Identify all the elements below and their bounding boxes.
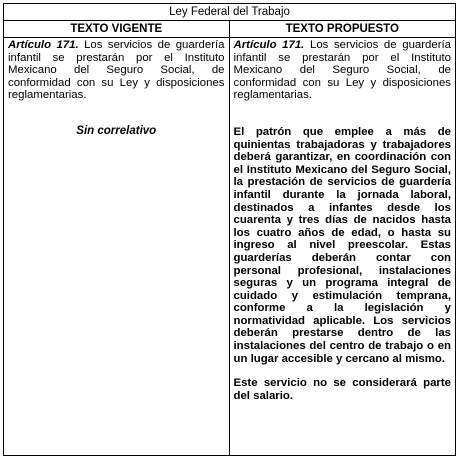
- paragraph-spacer: [234, 365, 452, 377]
- comparison-table: [3, 3, 456, 456]
- propuesto-article-paragraph: [234, 39, 452, 102]
- column-texto-vigente: [4, 38, 230, 455]
- header-texto-propuesto: TEXTO PROPUESTO: [285, 23, 399, 35]
- table-title: Ley Federal del Trabajo: [4, 4, 455, 21]
- column-texto-propuesto: [230, 38, 456, 455]
- content-row: [4, 38, 455, 455]
- paragraph-spacer: [234, 114, 452, 126]
- propuesto-paragraph-salario: Este servicio no se considerará parte del salario.: [233, 377, 451, 402]
- vigente-article-text: Los servicios de guardería infantil se prestarán por el Instituto Mexicano del Seguro Social, de conformidad con su Ley y disposiciones reglamentarias.: [8, 39, 225, 102]
- sin-correlativo-label: Sin correlativo: [76, 125, 157, 137]
- vigente-article-label: Artículo 171.: [8, 39, 79, 51]
- propuesto-article-text: Los servicios de guardería infantil se prestarán por el Instituto Mexicano del Seguro Social, de conformidad con su Ley y disposiciones reglamentarias.: [233, 39, 451, 102]
- vigente-article-paragraph: [8, 39, 225, 102]
- header-row: [4, 21, 455, 38]
- header-texto-vigente: TEXTO VIGENTE: [4, 21, 230, 37]
- propuesto-paragraph-guarderias: El patrón que emplee a más de quinientas trabajadoras y trabajadores deberá garantizar, en coordinación con el Instituto Mexicano del Seguro Social, la prestación de servicios de guardería infantil durante la jornada laboral, destinados a infantes desde los cuarenta y tres días de nacidos hasta los cuatro años de edad, o hasta su ingreso al nivel preescolar. Estas guarderías deberán contar con personal profesional, instalaciones seguras y un programa integral de cuidado y estimulación temprana, conforme a la legislación y normatividad aplicable. Los servicios deberán prestarse dentro de las instalaciones del centro de trabajo o en un lugar accesible y cercano al mismo.: [233, 125, 451, 365]
- propuesto-article-label: Artículo 171.: [233, 39, 305, 51]
- paragraph-spacer: [234, 102, 452, 114]
